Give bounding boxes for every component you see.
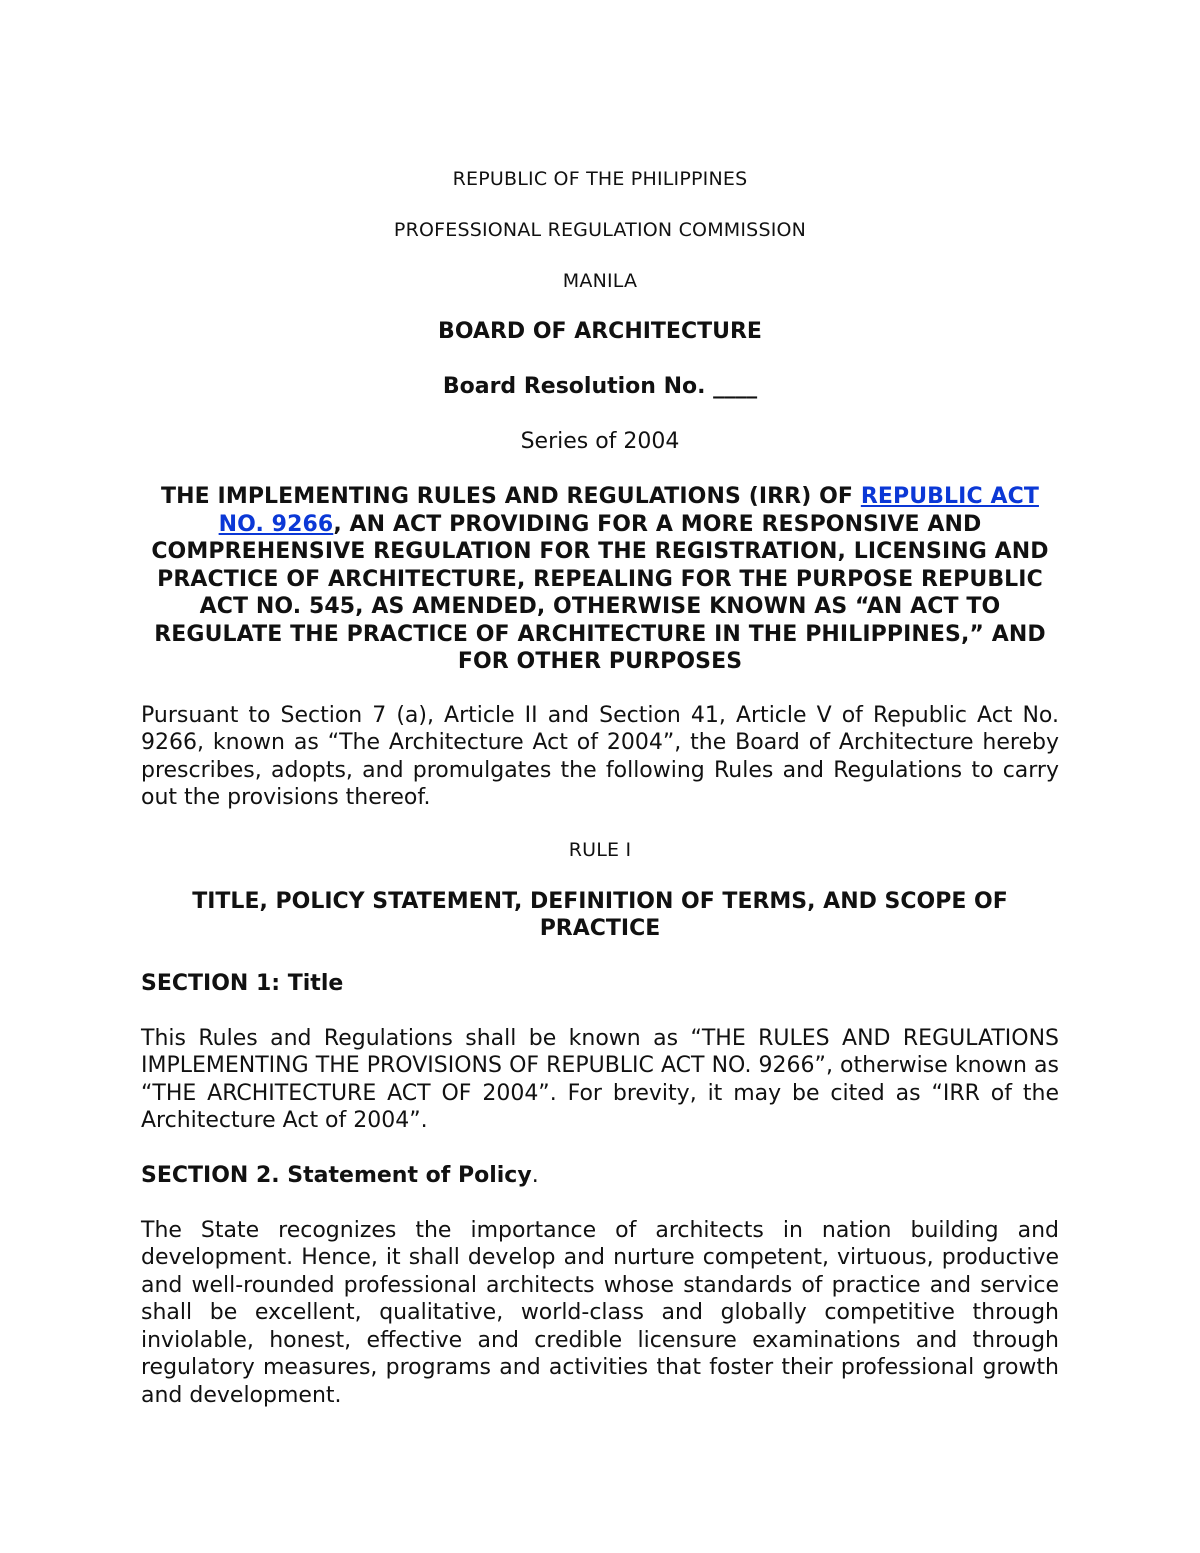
irr-title-prefix: THE IMPLEMENTING RULES AND REGULATIONS (IRR) OF bbox=[161, 484, 861, 509]
section2-body: The State recognizes the importance of architects in nation building and development. Hence, it shall develop and nurture competent, virtuous, productive and well-rounded professional architects whose standards of practice and service shall be excellent, qualitative, world-class and globally competitive through inviolable, honest, effective and credible licensure examinations and through regulatory measures, programs and activities that foster their professional growth and development. bbox=[141, 1217, 1059, 1408]
document-page bbox=[141, 166, 1059, 1409]
rule-label: RULE I bbox=[568, 838, 632, 861]
rule-title: TITLE, POLICY STATEMENT, DEFINITION OF TERMS, AND SCOPE OF PRACTICE bbox=[192, 888, 1008, 941]
resolution-number: Board Resolution No. ____ bbox=[442, 374, 758, 399]
section1-heading-text: SECTION 1: Title bbox=[141, 970, 344, 996]
section2-heading-text: SECTION 2. Statement of Policy bbox=[141, 1162, 532, 1188]
section1-body: This Rules and Regulations shall be known as “THE RULES AND REGULATIONS IMPLEMENTING THE PROVISIONS OF REPUBLIC ACT NO. 9266”, otherwise known as “THE ARCHITECTURE ACT OF 2004”. For brevity, it may be cited as “IRR of the Architecture Act of 2004”. bbox=[141, 1025, 1059, 1133]
preamble-paragraph: Pursuant to Section 7 (a), Article II and Section 41, Article V of Republic Act No. 9266, known as “The Architecture Act of 2004”, the Board of Architecture hereby prescribes, adopts, and promulgates the following Rules and Regulations to carry out the provisions thereof. bbox=[141, 702, 1059, 810]
series-year: Series of 2004 bbox=[520, 429, 680, 454]
irr-title bbox=[141, 483, 1059, 676]
board-name: BOARD OF ARCHITECTURE bbox=[438, 319, 762, 344]
section1-heading bbox=[141, 970, 1059, 998]
section2-heading bbox=[141, 1162, 1059, 1190]
header-commission: PROFESSIONAL REGULATION COMMISSION bbox=[393, 219, 807, 241]
header-city: MANILA bbox=[562, 270, 638, 292]
republic-act-link[interactable]: REPUBLIC ACT NO. 9266 bbox=[218, 484, 1039, 537]
header-republic: REPUBLIC OF THE PHILIPPINES bbox=[452, 168, 748, 190]
irr-title-suffix: , AN ACT PROVIDING FOR A MORE RESPONSIVE AND COMPREHENSIVE REGULATION FOR THE REGISTRATION, LICENSING AND PRACTICE OF ARCHITECTURE, REPEALING FOR THE PURPOSE REPUBLIC ACT NO. 545, AS AMENDED, OTHERWISE KNOWN AS “AN ACT TO REGULATE THE PRACTICE OF ARCHITECTURE IN THE PHILIPPINES,” AND FOR OTHER PURPOSES bbox=[151, 511, 1049, 674]
section2-heading-punct: . bbox=[531, 1162, 539, 1188]
